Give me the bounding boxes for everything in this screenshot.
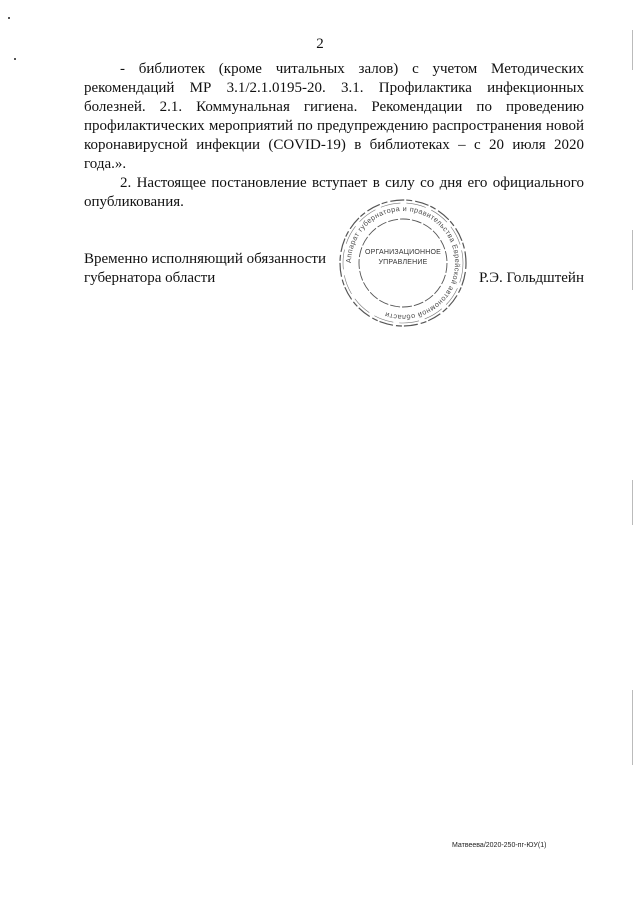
body-text xyxy=(84,60,584,212)
paragraph-libraries: - библиотек (кроме читальных залов) с учетом Методических рекомендаций МР 3.1/2.1.0195-20. 3.1. Профилактика инфекционных болезней. 2.1. Коммунальная гигиена. Рекомендации по проведению профилактических мероприятий по предупреждению распространения новой коронавирусной инфекции (COVID-19) в библиотеках – с 20 июля 2020 года.». xyxy=(84,61,584,172)
official-stamp xyxy=(336,196,470,330)
scan-dot xyxy=(8,17,10,19)
scan-edge-mark xyxy=(632,30,633,70)
signer-name: Р.Э. Гольдштейн xyxy=(478,270,584,286)
scan-edge-mark xyxy=(632,690,633,765)
scan-edge-mark xyxy=(632,480,633,525)
scan-dot xyxy=(14,58,16,60)
signature-block xyxy=(84,250,584,310)
executor-reference: Матвеева/2020-250-пг-ЮУ(1) xyxy=(452,842,547,849)
scan-edge-mark xyxy=(632,230,633,290)
page-number: 2 xyxy=(316,36,324,52)
paragraph-entry-into-force: 2. Настоящее постановление вступает в силу со дня его официального опубликования. xyxy=(84,175,584,210)
stamp-inner-text: ОРГАНИЗАЦИОННОЕ УПРАВЛЕНИЕ xyxy=(365,249,441,266)
signer-title: Временно исполняющий обязанности губернатора области xyxy=(84,251,327,286)
stamp-outer-text: Аппарат губернатора и правительства Еврейской автономной области xyxy=(343,203,463,323)
